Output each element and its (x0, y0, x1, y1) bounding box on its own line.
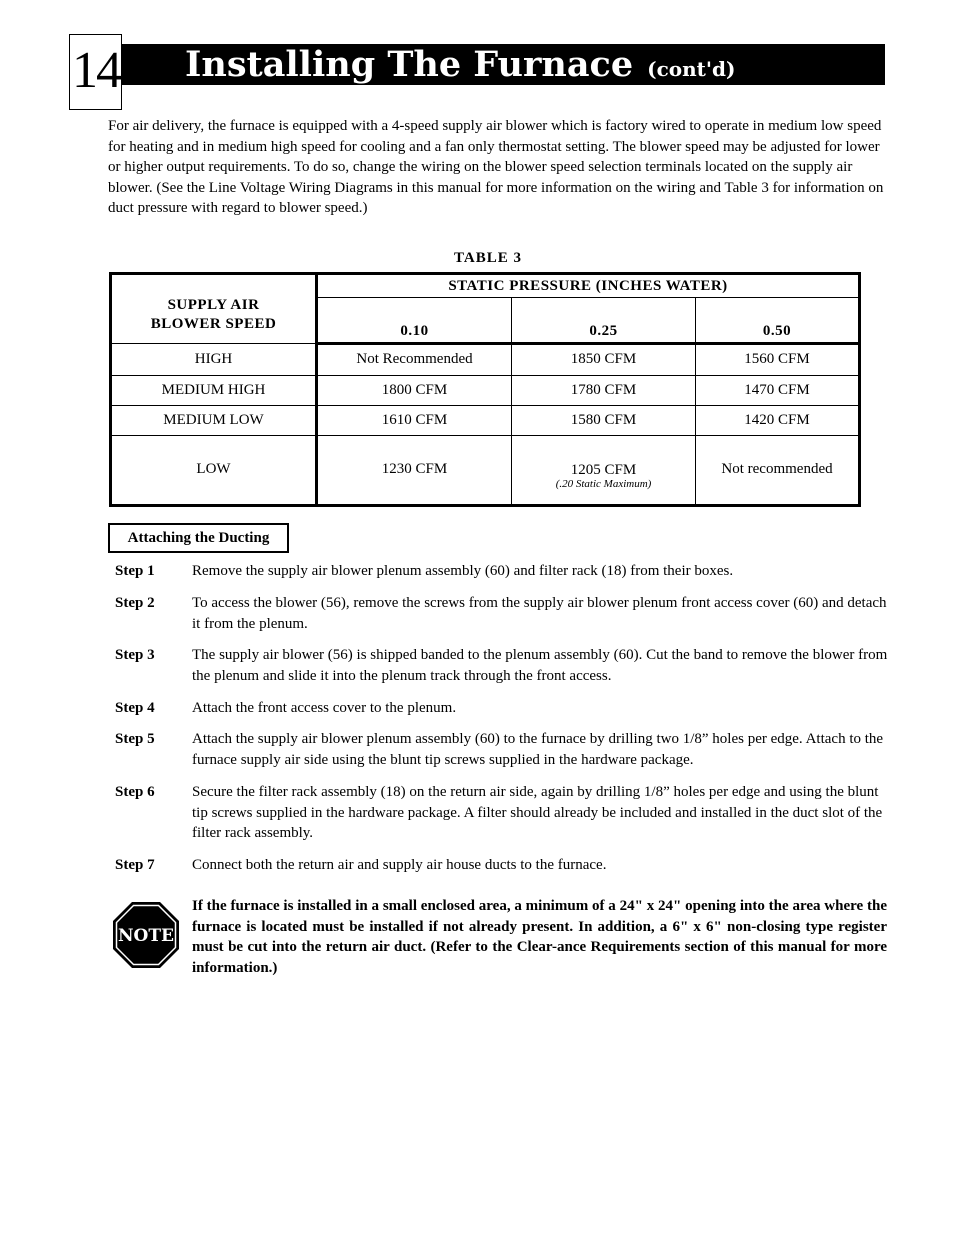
step-text: Connect both the return air and supply air house ducts to the furnace. (192, 857, 607, 873)
step-item (115, 729, 890, 770)
table-row (111, 435, 860, 505)
step-label: Step 7 (115, 857, 155, 873)
speed-column-header (111, 274, 317, 344)
page-title-subtitle: (cont'd) (647, 57, 736, 81)
static-pressure-header: STATIC PRESSURE (INCHES WATER) (317, 274, 860, 298)
cfm-cell: 1230 CFM (317, 435, 512, 505)
cfm-cell: 1470 CFM (696, 375, 860, 405)
cfm-cell: Not Recommended (317, 344, 512, 376)
page-title-main: Installing The Furnace (185, 44, 634, 85)
step-label: Step 5 (115, 731, 155, 747)
step-label: Step 1 (115, 563, 155, 579)
cfm-cell: 1780 CFM (512, 375, 696, 405)
step-text: Attach the supply air blower plenum assembly (60) to the furnace by drilling two 1/8” holes per edge. Attach to the furnace supply air side using the blunt tip screws supplied in the hardware package. (192, 731, 884, 768)
step-item (115, 645, 890, 686)
step-label: Step 4 (115, 700, 155, 716)
section-heading: Attaching the Ducting (108, 523, 289, 553)
cfm-cell: Not recommended (696, 435, 860, 505)
page-number: 14 (72, 42, 120, 99)
table-row (111, 375, 860, 405)
step-text: The supply air blower (56) is shipped banded to the plenum assembly (60). Cut the band to remove the blower from the plenum and slide it into the plenum track through the front access. (192, 647, 888, 684)
note-icon-label: NOTE (118, 926, 174, 946)
step-label: Step 3 (115, 647, 155, 663)
pressure-column-header: 0.50 (696, 298, 860, 344)
step-text: To access the blower (56), remove the screws from the supply air blower plenum front access cover (60) and detach it from the plenum. (192, 595, 887, 632)
cfm-cell: 1420 CFM (696, 405, 860, 435)
title-bar (122, 44, 885, 85)
step-label: Step 2 (115, 595, 155, 611)
step-item (115, 855, 890, 876)
step-item (115, 593, 890, 634)
table-row (111, 405, 860, 435)
speed-cell: MEDIUM LOW (111, 405, 317, 435)
step-item (115, 782, 890, 844)
step-label: Step 6 (115, 784, 155, 800)
speed-header-line2: BLOWER SPEED (150, 316, 277, 332)
table-row (111, 344, 860, 376)
page-number-box (69, 34, 122, 110)
step-text: Remove the supply air blower plenum assembly (60) and filter rack (18) from their boxes. (192, 563, 734, 579)
step-text: Secure the filter rack assembly (18) on the return air side, again by drilling 1/8” holes per edge and using the blunt tip screws supplied in the hardware package. A filter should already be included and installed in the duct slot of the filter rack assembly. (192, 784, 883, 842)
speed-header-line1: SUPPLY AIR (167, 297, 260, 313)
step-item (115, 698, 890, 719)
static-maximum-note: (.20 Static Maximum) (555, 477, 652, 490)
speed-cell: HIGH (111, 344, 317, 376)
speed-cell: LOW (111, 435, 317, 505)
table-caption-text: TABLE 3 (454, 250, 522, 266)
cfm-cell: 1610 CFM (317, 405, 512, 435)
note-text: If the furnace is installed in a small enclosed area, a minimum of a 24" x 24" opening into the area where the furnace is located must be installed if not already present. In addition, a 6" x 6" non-closing type register must be cut into the return air duct. (Refer to the Clear-ance Requirements section of this manual for more information.) (192, 898, 887, 976)
cfm-cell: 1560 CFM (696, 344, 860, 376)
page-title (185, 44, 735, 85)
cfm-cell: 1850 CFM (512, 344, 696, 376)
cfm-cell (512, 435, 696, 505)
cfm-value: 1205 CFM (570, 461, 637, 478)
pressure-column-header: 0.25 (512, 298, 696, 344)
step-item (115, 561, 890, 582)
intro-paragraph: For air delivery, the furnace is equipped with a 4-speed supply air blower which is factory wired to operate in medium low speed for heating and in medium high speed for cooling and a fan only thermostat setting. The blower speed may be adjusted for lower or higher output requirements. To do so, change the wiring on the blower speed selection terminals located on the supply air blower. (See the Line Voltage Wiring Diagrams in this manual for more information on the wiring and Table 3 for information on duct pressure with regard to blower speed.) (108, 118, 884, 217)
blower-speed-table (109, 272, 861, 507)
pressure-column-header: 0.10 (317, 298, 512, 344)
step-text: Attach the front access cover to the plenum. (192, 700, 457, 716)
note-stop-sign-icon (112, 901, 180, 969)
cfm-cell: 1800 CFM (317, 375, 512, 405)
cfm-cell: 1580 CFM (512, 405, 696, 435)
table-caption (108, 250, 860, 267)
speed-cell: MEDIUM HIGH (111, 375, 317, 405)
